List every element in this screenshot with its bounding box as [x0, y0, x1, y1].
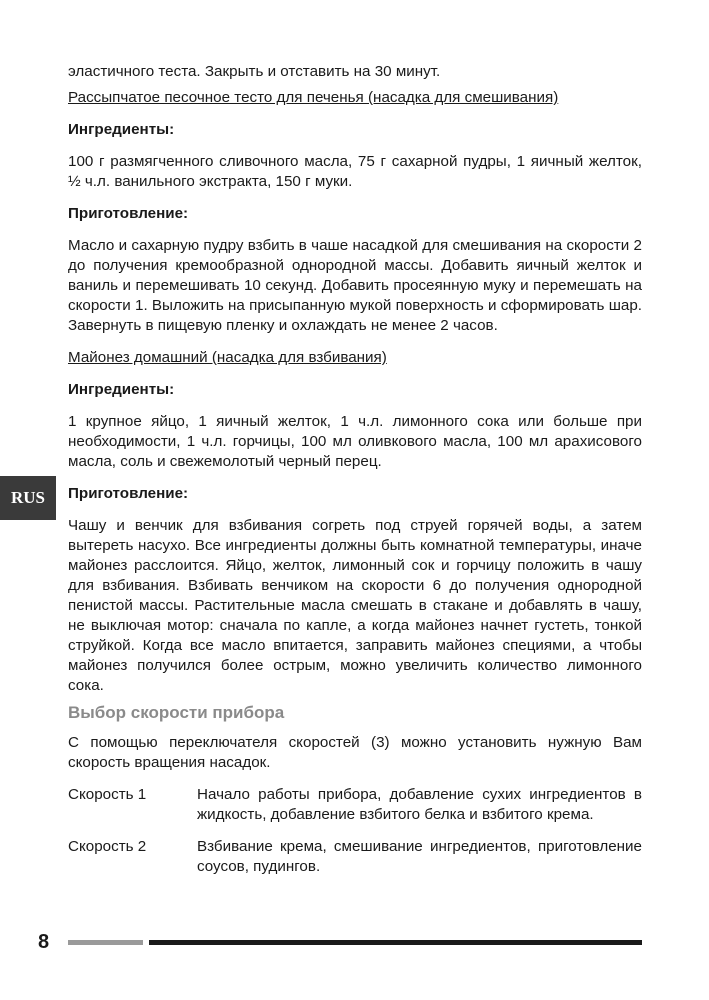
ingredients-label: Ингредиенты:	[68, 121, 175, 138]
ingredients-label: Ингредиенты:	[68, 381, 175, 398]
ingredients-text: 1 крупное яйцо, 1 яичный желток, 1 ч.л. лимонного сока или больше при необходимости, 1 ч.л. горчицы, 100 мл оливкового масла, 100 мл арахисового масла, соль и свежемолотый черный перец.	[68, 413, 642, 470]
speed-row	[68, 837, 642, 877]
speed-name: Скорость 1	[68, 786, 147, 803]
speed-description: Взбивание крема, смешивание ингредиентов, приготовление соусов, пудингов.	[197, 838, 642, 875]
preparation-label: Приготовление:	[68, 485, 189, 502]
recipe-title-mayonnaise: Майонез домашний (насадка для взбивания)	[68, 349, 387, 366]
preparation-text: Чашу и венчик для взбивания согреть под струей горячей воды, а затем вытереть насухо. Все ингредиенты должны быть комнатной температуры, иначе майонез расслоится. Яйцо, желток, лимонный сок и горчицу положить в чашу для взбивания. Взбивать венчиком на скорости 6 до получения однородной пенистой массы. Растительные масла смешать в стакане и добавлять в чашу, не выключая мотор: сначала по капле, а когда майонез начнет густеть, тонкой струйкой. Когда все масло впитается, заправить майонез специями, а чтобы майонез получился более острым, можно увеличить количество лимонного сока.	[68, 517, 642, 694]
speed-name: Скорость 2	[68, 838, 147, 855]
section-heading-speed: Выбор скорости прибора	[68, 703, 285, 722]
ingredients-text: 100 г размягченного сливочного масла, 75 г сахарной пудры, 1 яичный желток, ½ ч.л. ванильного экстракта, 150 г муки.	[68, 153, 642, 190]
language-tab: RUS	[0, 476, 56, 520]
footer-bar-gray	[68, 940, 143, 945]
footer-bar-black	[149, 940, 642, 945]
page-number: 8	[38, 931, 50, 953]
recipe-title-shortbread: Рассыпчатое песочное тесто для печенья (насадка для смешивания)	[68, 89, 559, 106]
speed-row	[68, 785, 642, 825]
section-intro: С помощью переключателя скоростей (3) можно установить нужную Вам скорость вращения насадок.	[68, 734, 642, 771]
paragraph-continuation: эластичного теста. Закрыть и отставить на 30 минут.	[68, 63, 441, 80]
preparation-label: Приготовление:	[68, 205, 189, 222]
speed-description: Начало работы прибора, добавление сухих ингредиентов в жидкость, добавление взбитого белка и взбитого крема.	[197, 786, 642, 823]
preparation-text: Масло и сахарную пудру взбить в чаше насадкой для смешивания на скорости 2 до получения кремообразной однородной массы. Добавить яичный желток и ваниль и перемешивать 10 секунд. Добавить просеянную муку и перемешать на скорости 1. Выложить на присыпанную мукой поверхность и сформировать шар. Завернуть в пищевую пленку и охлаждать не менее 2 часов.	[68, 237, 642, 334]
page-content	[68, 62, 642, 889]
